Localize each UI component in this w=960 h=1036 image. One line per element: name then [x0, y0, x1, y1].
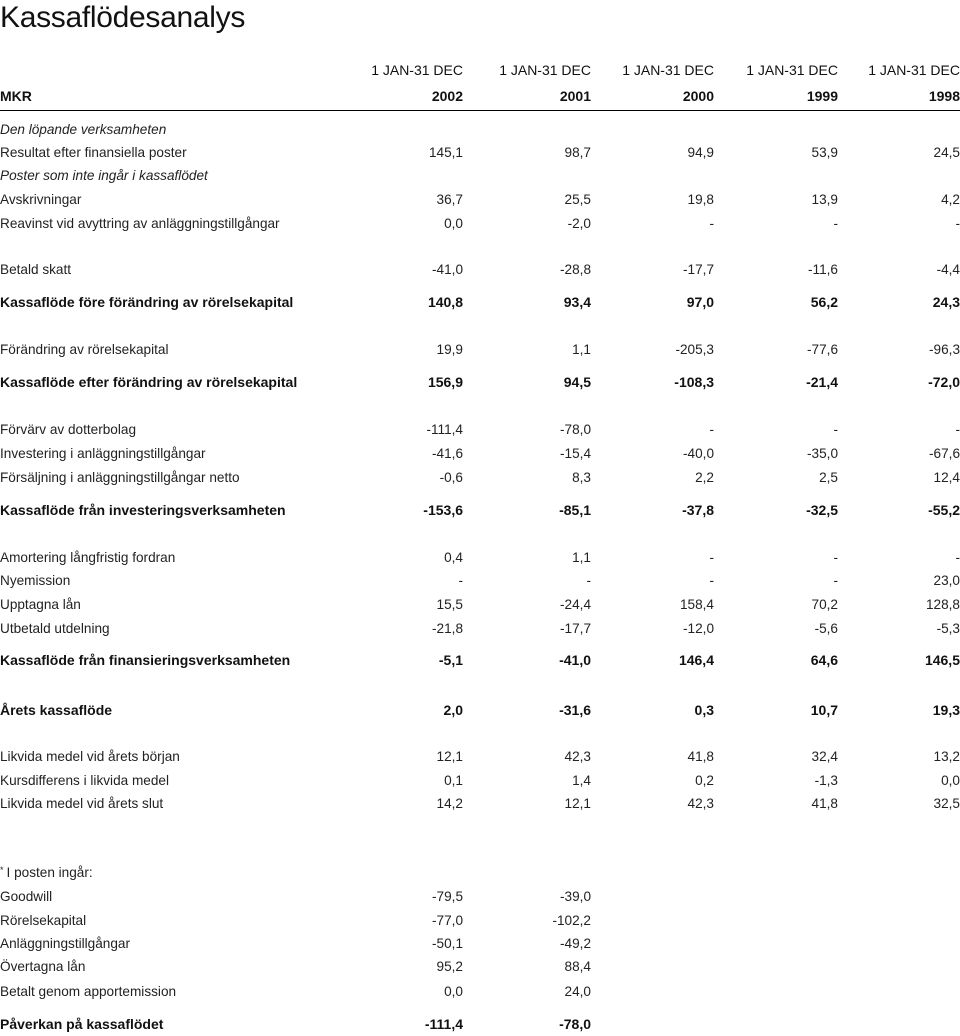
footnote-row	[0, 910, 960, 932]
table-row	[0, 793, 960, 815]
table-row	[0, 142, 960, 164]
year-label: 2001	[559, 88, 591, 104]
table-value: -77,6	[807, 342, 838, 357]
period-label: 1 JAN-31 DEC	[868, 62, 960, 78]
table-value: -17,7	[683, 262, 714, 277]
table-label: Kursdifferens i likvida medel	[0, 773, 169, 788]
period-label: 1 JAN-31 DEC	[746, 62, 838, 78]
table-row	[0, 339, 960, 361]
table-value: 97,0	[686, 294, 714, 310]
table-label: Förändring av rörelsekapital	[0, 342, 169, 357]
table-value: 140,8	[427, 294, 463, 310]
footnote-heading-text: I posten ingår:	[6, 865, 93, 880]
table-value: 93,4	[563, 294, 591, 310]
table-value: -31,6	[559, 702, 591, 718]
table-row	[0, 649, 960, 671]
table-label: Likvida medel vid årets slut	[0, 796, 164, 811]
table-value: 12,4	[933, 470, 960, 485]
table-value: 94,5	[563, 374, 591, 390]
table-value: 23,0	[933, 573, 960, 588]
table-value: 13,9	[811, 192, 838, 207]
table-value: -4,4	[936, 262, 960, 277]
table-value: 2,0	[443, 702, 463, 718]
table-value: -11,6	[808, 262, 838, 277]
table-value: -	[833, 422, 838, 437]
table-value: 10,7	[810, 702, 838, 718]
table-value: 0,2	[695, 773, 714, 788]
table-value: 19,3	[932, 702, 960, 718]
table-value: -17,7	[560, 621, 591, 636]
footnote-label: Anläggningstillgångar	[0, 936, 130, 951]
table-value: -32,5	[806, 502, 838, 518]
table-value: -205,3	[675, 342, 714, 357]
table-value: 4,2	[941, 192, 960, 207]
table-label: Den löpande verksamheten	[0, 122, 167, 137]
table-value: -153,6	[423, 502, 463, 518]
table-row	[0, 547, 960, 569]
period-label: 1 JAN-31 DEC	[371, 62, 463, 78]
table-value: 41,8	[687, 749, 714, 764]
table-value: -	[586, 573, 591, 588]
year-label: 1998	[928, 88, 960, 104]
table-value: 0,0	[444, 216, 463, 231]
header-years-row	[0, 85, 960, 107]
table-row	[0, 618, 960, 640]
table-row	[0, 371, 960, 393]
year-label: 2002	[431, 88, 463, 104]
table-value: 128,8	[925, 597, 960, 612]
table-value: -78,0	[560, 422, 591, 437]
table-value: 53,9	[811, 145, 838, 160]
unit-label: MKR	[0, 88, 32, 104]
table-label: Utbetald utdelning	[0, 621, 110, 636]
table-value: -24,4	[560, 597, 591, 612]
table-row	[0, 570, 960, 592]
table-label: Poster som inte ingår i kassaflödet	[0, 168, 208, 183]
table-value: -35,0	[807, 446, 838, 461]
footnote-value: 88,4	[564, 959, 591, 974]
table-value: -	[833, 216, 838, 231]
footnote-value: -102,2	[552, 913, 591, 928]
table-value: -	[709, 216, 714, 231]
table-label: Resultat efter finansiella poster	[0, 145, 187, 160]
table-value: -2,0	[567, 216, 591, 231]
table-row	[0, 770, 960, 792]
footnote-heading-row	[0, 862, 960, 884]
table-row	[0, 291, 960, 313]
table-value: -0,6	[439, 470, 463, 485]
footnote-label: Påverkan på kassaflödet	[0, 1016, 164, 1032]
table-value: 42,3	[564, 749, 591, 764]
table-value: -	[955, 550, 960, 565]
table-row	[0, 467, 960, 489]
footnote-value: -49,2	[560, 936, 591, 951]
table-value: -	[709, 573, 714, 588]
table-value: 8,3	[572, 470, 591, 485]
table-row	[0, 594, 960, 616]
footnote-label: Övertagna lån	[0, 959, 86, 974]
table-value: 158,4	[679, 597, 714, 612]
footnote-heading	[0, 862, 93, 884]
table-row	[0, 746, 960, 768]
table-label: Försäljning i anläggningstillgångar netto	[0, 470, 240, 485]
table-label: Upptagna lån	[0, 597, 81, 612]
table-value: -40,0	[683, 446, 714, 461]
table-label: Kassaflöde efter förändring av rörelsekapital	[0, 374, 298, 390]
table-value: -21,8	[432, 621, 463, 636]
table-value: -5,3	[936, 621, 960, 636]
year-label: 2000	[682, 88, 714, 104]
table-value: 24,3	[932, 294, 960, 310]
table-value: 19,9	[436, 342, 463, 357]
table-value: 32,5	[933, 796, 960, 811]
table-value: -	[955, 422, 960, 437]
table-value: 64,6	[810, 652, 838, 668]
table-value: 12,1	[436, 749, 463, 764]
table-value: 1,4	[572, 773, 591, 788]
table-value: 2,5	[819, 470, 838, 485]
table-value: 0,3	[694, 702, 714, 718]
table-row	[0, 119, 960, 141]
table-label: Amortering långfristig fordran	[0, 550, 176, 565]
table-label: Årets kassaflöde	[0, 702, 113, 718]
table-row	[0, 419, 960, 441]
table-label: Avskrivningar	[0, 192, 82, 207]
table-value: -41,6	[432, 446, 463, 461]
table-value: 36,7	[436, 192, 463, 207]
table-value: -41,0	[432, 262, 463, 277]
footnote-value: 95,2	[436, 959, 463, 974]
table-value: -	[709, 550, 714, 565]
footnote-row	[0, 886, 960, 908]
table-value: 41,8	[811, 796, 838, 811]
table-label: Kassaflöde från finansieringsverksamheten	[0, 652, 291, 668]
table-value: 0,1	[444, 773, 463, 788]
footnote-row	[0, 981, 960, 1003]
table-label: Reavinst vid avyttring av anläggningstillgångar	[0, 216, 280, 231]
table-value: 0,0	[941, 773, 960, 788]
footnote-label: Goodwill	[0, 889, 53, 904]
table-row	[0, 213, 960, 235]
table-label: Förvärv av dotterbolag	[0, 422, 137, 437]
table-value: -108,3	[674, 374, 714, 390]
table-value: -55,2	[928, 502, 960, 518]
table-value: -28,8	[560, 262, 591, 277]
footnote-row	[0, 933, 960, 955]
table-value: -85,1	[559, 502, 591, 518]
table-value: -37,8	[682, 502, 714, 518]
table-row	[0, 189, 960, 211]
table-value: 94,9	[687, 145, 714, 160]
period-label: 1 JAN-31 DEC	[622, 62, 714, 78]
table-value: -	[458, 573, 463, 588]
table-value: -	[833, 573, 838, 588]
footnote-value: -111,4	[424, 1016, 463, 1032]
footnote-label: Rörelsekapital	[0, 913, 87, 928]
table-row	[0, 165, 960, 187]
table-value: 146,4	[678, 652, 714, 668]
table-value: 146,5	[924, 652, 960, 668]
footnote-marker: *	[0, 865, 4, 875]
table-value: -41,0	[559, 652, 591, 668]
footnote-value: 24,0	[564, 984, 591, 999]
table-row	[0, 259, 960, 281]
footnote-row	[0, 1013, 960, 1035]
table-value: -	[833, 550, 838, 565]
table-value: 19,8	[687, 192, 714, 207]
table-label: Kassaflöde före förändring av rörelsekapital	[0, 294, 294, 310]
table-row	[0, 499, 960, 521]
table-value: -12,0	[683, 621, 714, 636]
table-value: 42,3	[687, 796, 714, 811]
table-value: -67,6	[929, 446, 960, 461]
footnote-value: -50,1	[432, 936, 463, 951]
table-value: 1,1	[572, 550, 591, 565]
year-label: 1999	[806, 88, 838, 104]
table-row	[0, 699, 960, 721]
table-value: -	[709, 422, 714, 437]
header-divider	[0, 110, 960, 111]
table-value: 56,2	[810, 294, 838, 310]
table-value: -15,4	[560, 446, 591, 461]
footnote-value: -39,0	[560, 889, 591, 904]
table-value: -5,1	[438, 652, 463, 668]
table-value: 13,2	[933, 749, 960, 764]
footnote-label: Betalt genom apportemission	[0, 984, 177, 999]
footnote-value: -79,5	[432, 889, 463, 904]
table-row	[0, 443, 960, 465]
footnote-row	[0, 956, 960, 978]
table-value: 15,5	[436, 597, 463, 612]
table-value: -72,0	[928, 374, 960, 390]
table-value: -111,4	[426, 422, 463, 437]
table-value: 0,4	[444, 550, 463, 565]
table-value: 98,7	[564, 145, 591, 160]
table-value: 24,5	[933, 145, 960, 160]
table-label: Likvida medel vid årets början	[0, 749, 180, 764]
table-label: Kassaflöde från investeringsverksamheten	[0, 502, 286, 518]
table-value: 12,1	[564, 796, 591, 811]
table-value: 1,1	[572, 342, 591, 357]
header-periods-row	[0, 59, 960, 81]
table-value: 2,2	[695, 470, 714, 485]
table-label: Betald skatt	[0, 262, 72, 277]
period-label: 1 JAN-31 DEC	[499, 62, 591, 78]
table-value: -	[955, 216, 960, 231]
table-value: -96,3	[929, 342, 960, 357]
table-value: 14,2	[436, 796, 463, 811]
table-value: -21,4	[806, 374, 838, 390]
table-value: -5,6	[814, 621, 838, 636]
page-title: Kassaflödesanalys	[0, 1, 246, 34]
table-value: 70,2	[811, 597, 838, 612]
footnote-value: -77,0	[432, 913, 463, 928]
table-value: 145,1	[428, 145, 463, 160]
footnote-value: 0,0	[444, 984, 463, 999]
table-value: 156,9	[427, 374, 463, 390]
footnote-value: -78,0	[559, 1016, 591, 1032]
table-value: 25,5	[564, 192, 591, 207]
table-label: Investering i anläggningstillgångar	[0, 446, 206, 461]
table-value: 32,4	[811, 749, 838, 764]
table-value: -1,3	[814, 773, 838, 788]
table-label: Nyemission	[0, 573, 71, 588]
